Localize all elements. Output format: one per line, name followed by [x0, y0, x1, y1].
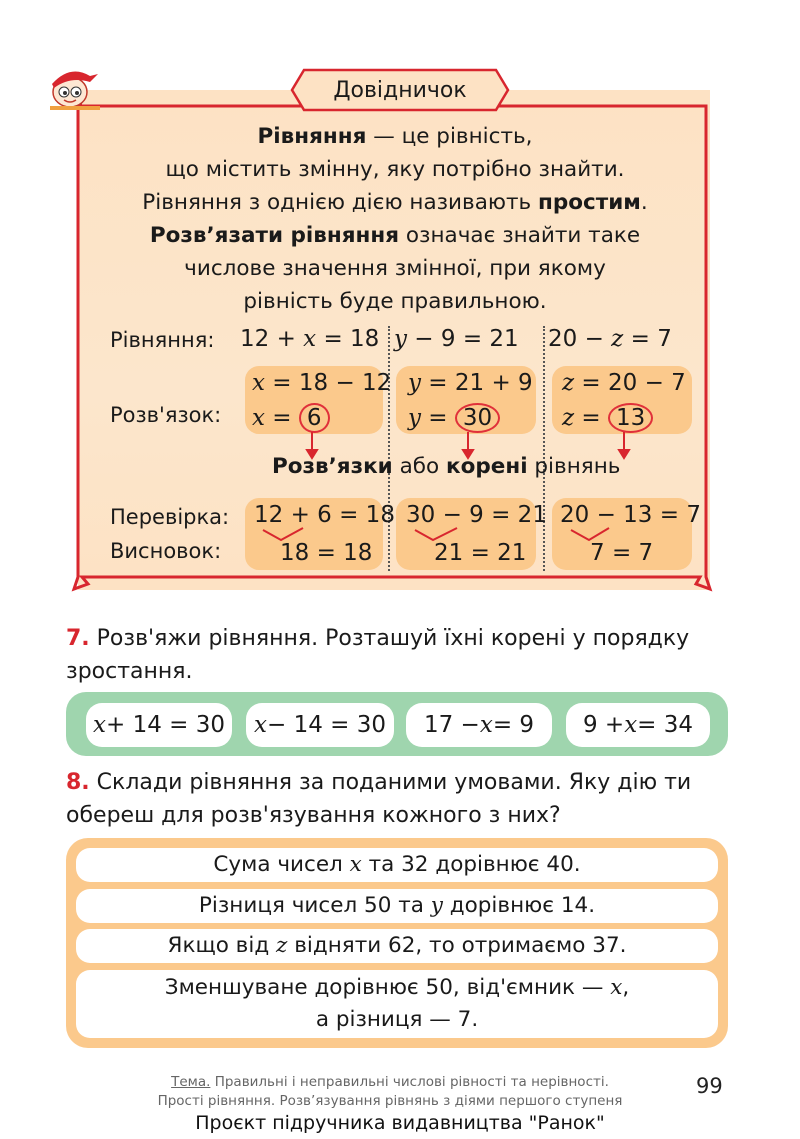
check-1: 12 + 6 = 18: [254, 502, 395, 528]
task-7-equation-3: 17 − x = 9: [406, 703, 552, 747]
check-connectors: [245, 526, 695, 546]
definition-line-2: що містить змінну, яку потрібно знайти.: [165, 157, 625, 182]
publisher-note: Проєкт підручника видавництва "Ранок": [195, 1112, 605, 1134]
solution-3-step2: z = 13: [562, 403, 653, 433]
solution-3-step1: z = 20 − 7: [562, 370, 686, 396]
label-equation: Рівняння:: [110, 328, 215, 352]
definition-line-1: Рівняння — це рівність,: [257, 124, 533, 149]
footer-topic: Тема. Правильні і неправильні числові рівності та нерівності. Прості рівняння. Розв’язування рівнянь з діями першого ступеня: [157, 1074, 623, 1109]
task-7-number: 7.: [66, 626, 90, 651]
check-2: 30 − 9 = 21: [406, 502, 547, 528]
task-8-number: 8.: [66, 770, 90, 795]
conclusion-2: 21 = 21: [434, 540, 527, 566]
check-3: 20 − 13 = 7: [560, 502, 701, 528]
condition-3: Якщо від z відняти 62, то отримаємо 37.: [76, 929, 718, 963]
task-7-text: 7. Розв'яжи рівняння. Розташуй їхні корені у порядку зростання.: [66, 626, 690, 684]
equation-2: y − 9 = 21: [394, 326, 519, 352]
task-7-equation-2: x − 14 = 30: [246, 703, 394, 747]
label-solution: Розв'язок:: [110, 403, 222, 427]
condition-1: Сума чисел x та 32 дорівнює 40.: [76, 848, 718, 882]
definition-line-3: Рівняння з однією дією називають простим.: [142, 190, 648, 215]
equation-1: 12 + x = 18: [240, 326, 380, 352]
solution-2-step2: y = 30: [408, 403, 500, 433]
task-8-text: 8. Склади рівняння за поданими умовами. Яку дію ти обереш для розв'язування кожного з них?: [66, 770, 692, 828]
conclusion-3: 7 = 7: [590, 540, 654, 566]
task-7-equation-1: x + 14 = 30: [86, 703, 232, 747]
solution-1-step1: x = 18 − 12: [252, 370, 392, 396]
root-circle-1: 6: [299, 403, 330, 433]
mascot-icon: [46, 62, 108, 114]
label-conclusion: Висновок:: [110, 539, 222, 563]
root-circle-3: 13: [608, 403, 653, 433]
page-number: 99: [696, 1074, 723, 1098]
reference-title: Довідничок: [333, 77, 467, 103]
equation-3: 20 − z = 7: [548, 326, 672, 352]
condition-4: Зменшуване дорівнює 50, від'ємник — x, а різниця — 7.: [76, 970, 718, 1038]
root-circle-2: 30: [455, 403, 500, 433]
solution-2-step1: y = 21 + 9: [408, 370, 533, 396]
condition-2: Різниця чисел 50 та y дорівнює 14.: [76, 889, 718, 923]
conclusion-1: 18 = 18: [280, 540, 373, 566]
label-check: Перевірка:: [110, 505, 230, 529]
definition-line-5: числове значення змінної, при якому: [184, 256, 606, 281]
definition-line-6: рівність буде правильною.: [243, 289, 547, 314]
definition-line-4: Розв’язати рівняння означає знайти таке: [149, 223, 641, 248]
solution-1-step2: x = 6: [252, 403, 330, 433]
roots-caption: Розв’язки або корені рівнянь: [272, 454, 621, 479]
task-7-equation-4: 9 + x = 34: [566, 703, 710, 747]
